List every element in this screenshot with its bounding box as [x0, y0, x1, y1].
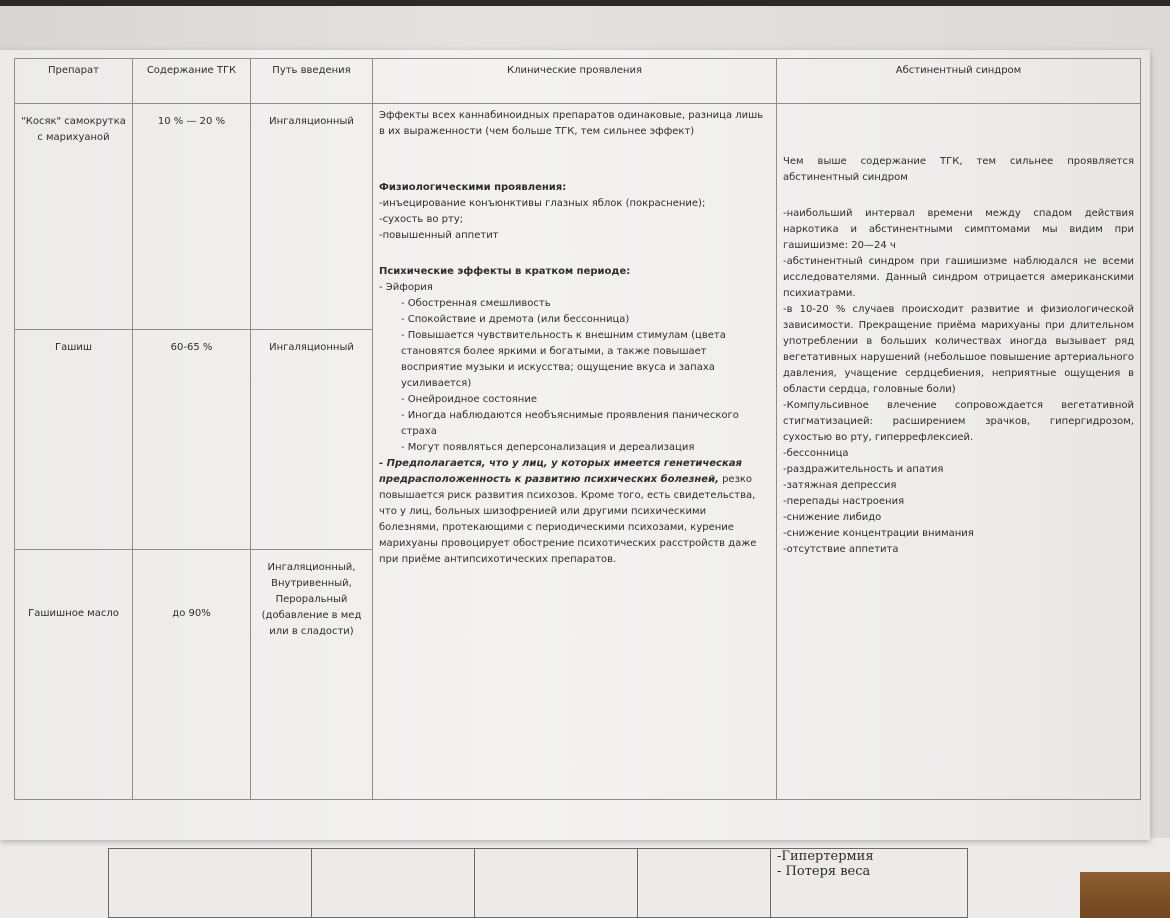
list-item: - Обостренная смешливость	[401, 298, 551, 309]
route-joint: Ингаляционный	[251, 104, 373, 330]
psych-title: Психические эффекты в кратком периоде:	[379, 266, 631, 277]
header-clinical: Клинические проявления	[373, 59, 777, 104]
paper-sheet	[0, 50, 1150, 840]
abstinence-item: -раздражительность и апатия	[783, 464, 944, 475]
risk-italic: - Предполагается, что у лиц, у которых имеется генетическая предрасположенность к развитию психических болезней,	[379, 458, 742, 485]
route-hashish: Ингаляционный	[251, 330, 373, 550]
header-drug: Препарат	[15, 59, 133, 104]
thc-hashish: 60-65 %	[133, 330, 251, 550]
physio-item: -сухость во рту;	[379, 214, 464, 225]
clinical-cell	[373, 104, 777, 800]
thc-hash-oil: до 90%	[133, 550, 251, 800]
abstinence-cell	[777, 104, 1141, 800]
thc-joint: 10 % — 20 %	[133, 104, 251, 330]
drug-table	[14, 58, 1141, 800]
drug-name-hash-oil: Гашишное масло	[15, 550, 133, 800]
abstinence-item: -Компульсивное влечение сопровождается вегетативной стигматизацией: расширением зрачков, гипергидрозом, сухостью во рту, гиперрефлексией.	[783, 400, 1134, 443]
wooden-frame	[1080, 872, 1170, 918]
risk-rest: резко повышается риск развития психозов. Кроме того, есть свидетельства, что у лиц, больных шизофренией или другими психическими болезнями, протекающими с периодическими психозами, курение марихуаны провоцирует обострение психотических расстройств даже при приёме антипсихотических препаратов.	[379, 474, 757, 565]
list-item: - Могут появляться деперсонализация и дереализация	[401, 442, 695, 453]
abstinence-item: -отсутствие аппетита	[783, 544, 899, 555]
physio-title: Физиологическими проявления:	[379, 182, 567, 193]
underlying-cell	[109, 849, 312, 918]
underlying-cell	[638, 849, 771, 918]
table-row	[15, 104, 1141, 330]
list-item: - Повышается чувствительность к внешним стимулам (цвета становятся более яркими и богатыми, а также повышает восприятие музыки и искусства; ощущение вкуса и запаха усиливается)	[401, 330, 726, 389]
abstinence-item: -снижение концентрации внимания	[783, 528, 974, 539]
underlying-cell-text	[771, 849, 968, 918]
physio-item: -повышенный аппетит	[379, 230, 499, 241]
underlying-cell	[475, 849, 638, 918]
abstinence-item: -затяжная депрессия	[783, 480, 897, 491]
abstinence-item: -в 10-20 % случаев происходит развитие и физиологической зависимости. Прекращение приёма марихуаны при длительном употреблении в больших количествах иногда вызывает ряд вегетативных нарушений (небольшое повышение артериального давления, учащение сердцебиения, неприятные ощущения в области сердца, головные боли)	[783, 304, 1134, 395]
abstinence-item: -абстинентный синдром при гашишизме наблюдался не всеми исследователями. Данный синдром отрицается американскими психиатрами.	[783, 256, 1134, 299]
abstinence-item: -перепады настроения	[783, 496, 905, 507]
abstinence-item: -наибольший интервал времени между спадом действия наркотика и абстинентными симптомами мы видим при гашишизме: 20—24 ч	[783, 208, 1134, 251]
table-header-row	[15, 59, 1141, 104]
psych-list	[379, 280, 768, 456]
list-item: - Онейроидное состояние	[401, 394, 537, 405]
drug-name-hashish: Гашиш	[15, 330, 133, 550]
header-abstinence: Абстинентный синдром	[777, 59, 1141, 104]
header-thc: Содержание ТГК	[133, 59, 251, 104]
underlying-table	[108, 848, 968, 918]
risk-paragraph	[379, 456, 768, 568]
underlying-line: - Потеря веса	[777, 864, 871, 879]
list-item: - Иногда наблюдаются необъяснимые проявления панического страха	[401, 410, 739, 437]
abstinence-item: -снижение либидо	[783, 512, 882, 523]
abstinence-item: -бессонница	[783, 448, 849, 459]
clinical-intro: Эффекты всех каннабиноидных препаратов одинаковые, разница лишь в их выраженности (чем больше ТГК, тем сильнее эффект)	[379, 110, 764, 137]
abstinence-intro: Чем выше содержание ТГК, тем сильнее проявляется абстинентный синдром	[783, 156, 1134, 183]
list-item: - Спокойствие и дремота (или бессонница)	[401, 314, 630, 325]
list-item: - Эйфория	[379, 282, 433, 293]
drug-name-joint: "Косяк" самокрутка с марихуаной	[15, 104, 133, 330]
header-route: Путь введения	[251, 59, 373, 104]
underlying-cell	[312, 849, 475, 918]
physio-item: -инъецирование конъюнктивы глазных яблок (покраснение);	[379, 198, 706, 209]
route-hash-oil: Ингаляционный, Внутривенный, Пероральный (добавление в мед или в сладости)	[251, 550, 373, 800]
underlying-line: -Гипертермия	[777, 849, 874, 864]
